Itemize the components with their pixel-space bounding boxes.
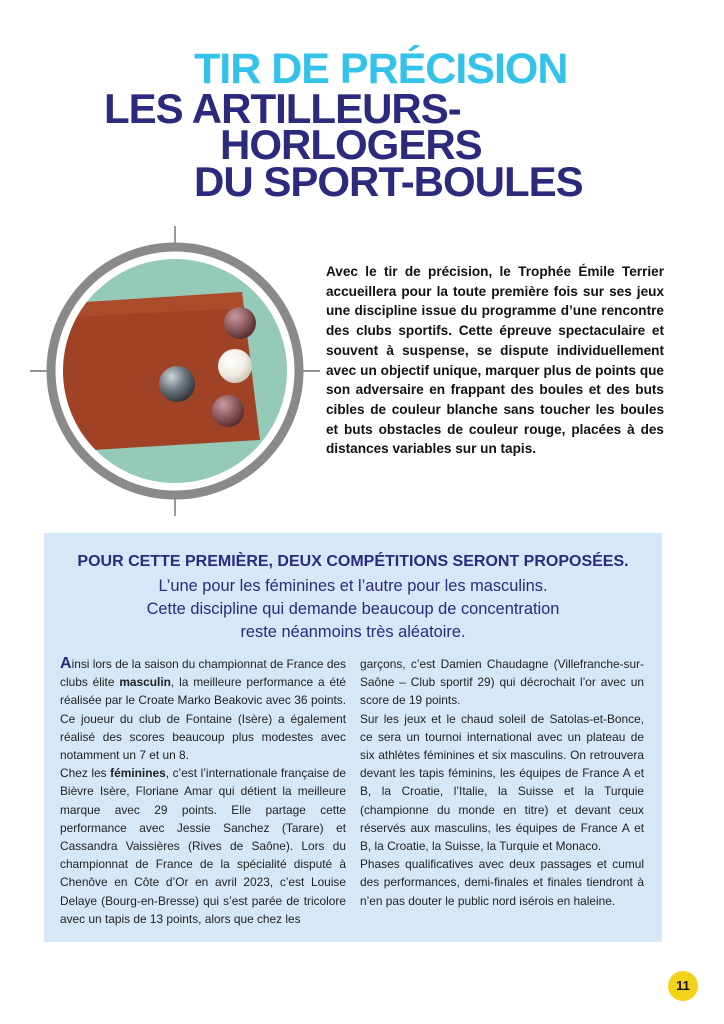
body-paragraph-continued: garçons, c’est Damien Chaudagne (Villefranche-sur-Saône – Club sportif 29) qui décrochait l’or avec un score de 19 points. [360,657,644,708]
title-line: HORLOGERS [220,121,482,168]
white-target-ball [218,349,252,383]
info-panel [44,533,662,942]
panel-heading: POUR CETTE PREMIÈRE, DEUX COMPÉTITIONS SERONT PROPOSÉES. [77,553,629,570]
title-kicker: TIR DE PRÉCISION [194,45,568,93]
panel-subtitle: reste néanmoins très aléatoire. [240,623,466,641]
body-column-right [360,655,644,910]
red-obstacle-ball [224,307,256,339]
panel-subtitle: Cette discipline qui demande beaucoup de concentration [146,600,560,618]
article-title [0,44,724,204]
body-paragraph: Sur les jeux et le chaud soleil de Satolas-et-Bonce, ce sera un tournoi international avec un plateau de six athlètes féminines et six masculins. On retrouvera devant les tapis féminins, les équipes de France A et B, la Croatie, l’Italie, la Suisse et la Turquie (championne du monde en titre) et devant ceux réservés aux masculins, les équipes de France A et B, la Croatie, la Suisse, la Turquie et Monaco. [360,711,644,854]
panel-subtitle: L’une pour les féminines et l’autre pour les masculins. [158,577,548,595]
title-line: LES ARTILLEURS- [104,85,461,132]
body-paragraph: Chez les féminines, c’est l’internationale française de Bièvre Isère, Floriane Amar qui détient la meilleure marque avec 29 points. Elle partage cette performance avec Jessie Sanchez (Tarare) et Cassandra Vaissières (Rives de Saône). Lors du championnat de France de la spécialité disputé à Chenôve en Côte d’Or en avril 2023, c’est Louise Delaye (Bourg-en-Bresse) qui s’est parée de tricolore avec un tapis de 13 points, alors que chez les [60,766,346,926]
steel-boule [159,366,195,402]
red-obstacle-ball [212,395,244,427]
boules-target-photo [30,226,320,516]
intro-paragraph: Avec le tir de précision, le Trophée Émile Terrier accueillera pour la toute première fois sur ses jeux une discipline issue du programme d’une rencontre des clubs sportifs. Cette épreuve spectaculaire et souvent à suspense, se dispute individuellement avec un objectif unique, marquer plus de points que son adversaire en frappant des boules et des buts cibles de couleur blanche sans toucher les boules et buts obstacles de couleur rouge, placées à des distances variables sur un tapis. [326,264,664,457]
title-line: DU SPORT-BOULES [194,158,583,205]
body-paragraph: Phases qualificatives avec deux passages et cumul des performances, demi-finales et finales tiendront à n’en pas douter le public nord isérois en haleine. [360,857,644,908]
body-column-left [60,655,346,928]
drop-cap: A [60,655,72,672]
body-paragraph: Ainsi lors de la saison du championnat de France des clubs élite masculin, la meilleure performance a été réalisée par le Croate Marko Beakovic avec 36 points. Ce joueur du club de Fontaine (Isère) a également réalisé des scores beaucoup plus modestes avec notamment un 7 et un 8. [60,655,346,763]
page-number: 11 [668,971,698,1001]
